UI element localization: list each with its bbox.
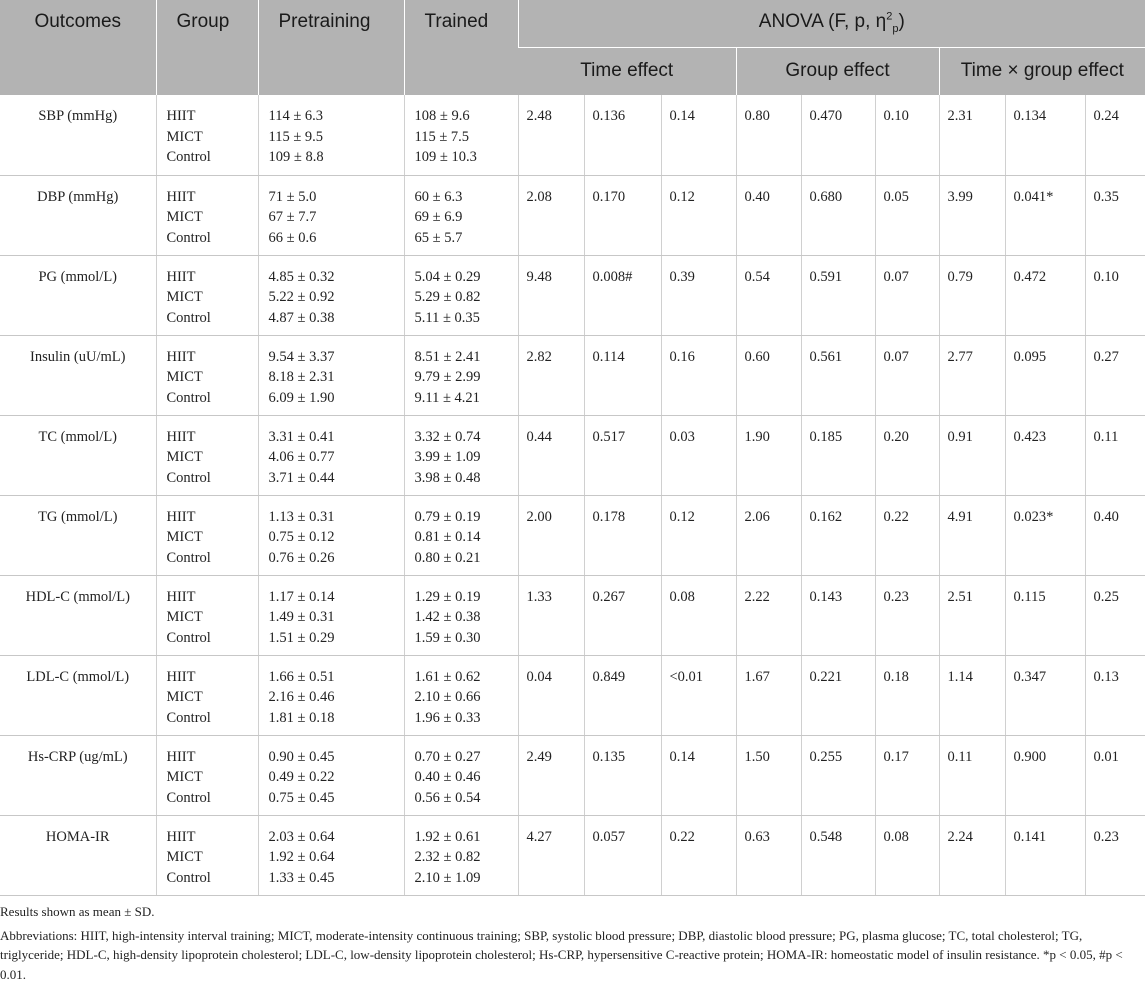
pretraining-cell — [258, 575, 404, 655]
group-f-cell: 0.40 — [736, 175, 801, 255]
trained-cell-line: 109 ± 10.3 — [414, 149, 477, 165]
group-cell-line: HIIT — [166, 188, 196, 205]
pretraining-cell-line: 0.76 ± 0.26 — [268, 549, 335, 566]
trained-cell-line: 1.29 ± 0.19 — [414, 588, 481, 605]
group-eta-cell: 0.08 — [875, 815, 939, 895]
pretraining-cell-line: 2.16 ± 0.46 — [268, 689, 335, 705]
time-p-cell: 0.849 — [584, 655, 661, 735]
pretraining-cell-line: 3.71 ± 0.44 — [268, 469, 335, 486]
group-cell — [156, 95, 258, 175]
time-eta-cell: 0.22 — [661, 815, 736, 895]
trained-cell-line: 60 ± 6.3 — [414, 188, 463, 205]
header-trained: Trained — [404, 0, 518, 95]
inter-p-cell: 0.041* — [1005, 175, 1085, 255]
time-p-cell: 0.267 — [584, 575, 661, 655]
inter-f-cell: 0.11 — [939, 735, 1005, 815]
group-cell-line: Control — [166, 709, 211, 726]
pretraining-cell-line: 6.09 ± 1.90 — [268, 389, 335, 406]
trained-cell-line: 2.10 ± 0.66 — [414, 689, 481, 705]
table-row — [0, 495, 1145, 575]
group-p-cell: 0.591 — [801, 255, 875, 335]
time-p-cell: 0.008# — [584, 255, 661, 335]
inter-eta-cell: 0.13 — [1085, 655, 1145, 735]
trained-cell-line: 9.11 ± 4.21 — [414, 389, 480, 406]
header-pretraining: Pretraining — [258, 0, 404, 95]
group-p-cell: 0.255 — [801, 735, 875, 815]
time-p-cell: 0.114 — [584, 335, 661, 415]
trained-cell-line: 3.32 ± 0.74 — [414, 428, 481, 445]
group-cell-line: Control — [166, 309, 211, 326]
inter-f-cell: 2.24 — [939, 815, 1005, 895]
trained-cell — [404, 255, 518, 335]
inter-f-cell: 0.91 — [939, 415, 1005, 495]
trained-cell-line: 1.96 ± 0.33 — [414, 709, 481, 726]
group-cell-line: HIIT — [166, 348, 196, 365]
group-f-cell: 0.63 — [736, 815, 801, 895]
group-cell-line: MICT — [166, 609, 203, 625]
inter-p-cell: 0.472 — [1005, 255, 1085, 335]
group-f-cell: 1.90 — [736, 415, 801, 495]
trained-cell — [404, 175, 518, 255]
group-f-cell: 1.67 — [736, 655, 801, 735]
group-cell-line: Control — [166, 549, 211, 566]
header-row-1 — [0, 0, 1145, 47]
group-cell — [156, 175, 258, 255]
trained-cell-line: 65 ± 5.7 — [414, 229, 463, 246]
table-row — [0, 575, 1145, 655]
group-f-cell: 1.50 — [736, 735, 801, 815]
group-p-cell: 0.548 — [801, 815, 875, 895]
group-cell-line: HIIT — [166, 508, 196, 525]
time-f-cell: 2.00 — [518, 495, 584, 575]
table-row — [0, 175, 1145, 255]
pretraining-cell-line: 67 ± 7.7 — [268, 209, 317, 225]
trained-cell-line: 5.11 ± 0.35 — [414, 309, 480, 326]
group-cell-line: Control — [166, 229, 211, 246]
group-cell-line: Control — [166, 629, 211, 646]
time-f-cell: 4.27 — [518, 815, 584, 895]
table-row — [0, 95, 1145, 175]
time-f-cell: 2.82 — [518, 335, 584, 415]
group-cell-line: MICT — [166, 369, 203, 385]
outcome-cell: HDL-C (mmol/L) — [0, 575, 156, 655]
inter-f-cell: 2.51 — [939, 575, 1005, 655]
trained-cell — [404, 95, 518, 175]
pretraining-cell — [258, 175, 404, 255]
header-anova — [518, 0, 1145, 47]
trained-cell-line: 0.79 ± 0.19 — [414, 508, 481, 525]
group-cell — [156, 655, 258, 735]
header-interaction-effect: Time × group effect — [939, 47, 1145, 95]
pretraining-cell-line: 0.90 ± 0.45 — [268, 748, 335, 765]
group-p-cell: 0.680 — [801, 175, 875, 255]
inter-f-cell: 1.14 — [939, 655, 1005, 735]
trained-cell-line: 1.92 ± 0.61 — [414, 828, 481, 845]
group-eta-cell: 0.22 — [875, 495, 939, 575]
group-eta-cell: 0.07 — [875, 335, 939, 415]
group-cell-line: Control — [166, 869, 211, 886]
time-f-cell: 2.08 — [518, 175, 584, 255]
header-anova-suffix: ) — [898, 11, 905, 32]
inter-p-cell: 0.347 — [1005, 655, 1085, 735]
pretraining-cell-line: 4.85 ± 0.32 — [268, 268, 335, 285]
group-cell-line: Control — [166, 789, 211, 806]
group-cell-line: HIIT — [166, 588, 196, 605]
pretraining-cell-line: 0.49 ± 0.22 — [268, 769, 335, 785]
group-cell — [156, 415, 258, 495]
time-eta-cell: 0.16 — [661, 335, 736, 415]
group-eta-cell: 0.20 — [875, 415, 939, 495]
outcome-cell: Hs-CRP (ug/mL) — [0, 735, 156, 815]
group-cell-line: MICT — [166, 529, 203, 545]
trained-cell-line: 1.59 ± 0.30 — [414, 629, 481, 646]
group-f-cell: 2.06 — [736, 495, 801, 575]
header-group-effect: Group effect — [736, 47, 939, 95]
pretraining-cell — [258, 495, 404, 575]
pretraining-cell — [258, 415, 404, 495]
pretraining-cell-line: 1.81 ± 0.18 — [268, 709, 335, 726]
group-cell-line: HIIT — [166, 828, 196, 845]
inter-eta-cell: 0.23 — [1085, 815, 1145, 895]
group-cell-line: MICT — [166, 689, 203, 705]
pretraining-cell-line: 71 ± 5.0 — [268, 188, 317, 205]
table-row — [0, 655, 1145, 735]
outcome-cell: LDL-C (mmol/L) — [0, 655, 156, 735]
outcome-cell: TC (mmol/L) — [0, 415, 156, 495]
pretraining-cell-line: 3.31 ± 0.41 — [268, 428, 335, 445]
time-eta-cell: 0.08 — [661, 575, 736, 655]
inter-p-cell: 0.023* — [1005, 495, 1085, 575]
pretraining-cell — [258, 95, 404, 175]
outcome-cell: TG (mmol/L) — [0, 495, 156, 575]
pretraining-cell-line: 0.75 ± 0.45 — [268, 789, 335, 806]
group-cell-line: Control — [166, 389, 211, 406]
time-f-cell: 2.49 — [518, 735, 584, 815]
inter-eta-cell: 0.25 — [1085, 575, 1145, 655]
pretraining-cell-line: 8.18 ± 2.31 — [268, 369, 335, 385]
trained-cell-line: 0.81 ± 0.14 — [414, 529, 481, 545]
trained-cell-line: 0.40 ± 0.46 — [414, 769, 481, 785]
group-cell — [156, 255, 258, 335]
group-cell — [156, 495, 258, 575]
pretraining-cell-line: 1.33 ± 0.45 — [268, 869, 335, 886]
group-p-cell: 0.143 — [801, 575, 875, 655]
pretraining-cell — [258, 655, 404, 735]
inter-eta-cell: 0.11 — [1085, 415, 1145, 495]
pretraining-cell-line: 5.22 ± 0.92 — [268, 289, 335, 305]
header-time-effect: Time effect — [518, 47, 736, 95]
inter-eta-cell: 0.35 — [1085, 175, 1145, 255]
group-f-cell: 0.80 — [736, 95, 801, 175]
footer-abbreviations: Abbreviations: HIIT, high-intensity interval training; MICT, moderate-intensity continuous training; SBP, systolic blood pressure; DBP, diastolic blood pressure; PG, plasma glucose; TC, total cholesterol; TG, triglyceride; HDL-C, high-density lipoprotein cholesterol; LDL-C, low-density lipoprotein cholesterol; Hs-CRP, hypersensitive C-reactive protein; HOMA-IR: homeostatic model of insulin resistance. *p < 0.05, #p < 0.01. — [0, 927, 1123, 982]
time-eta-cell: 0.14 — [661, 95, 736, 175]
pretraining-cell-line: 9.54 ± 3.37 — [268, 348, 335, 365]
time-eta-cell: <0.01 — [661, 655, 736, 735]
group-f-cell: 0.54 — [736, 255, 801, 335]
inter-eta-cell: 0.10 — [1085, 255, 1145, 335]
inter-f-cell: 3.99 — [939, 175, 1005, 255]
trained-cell — [404, 735, 518, 815]
inter-p-cell: 0.423 — [1005, 415, 1085, 495]
group-cell-line: MICT — [166, 849, 203, 865]
pretraining-cell-line: 66 ± 0.6 — [268, 229, 317, 246]
time-eta-cell: 0.39 — [661, 255, 736, 335]
inter-f-cell: 2.31 — [939, 95, 1005, 175]
inter-eta-cell: 0.40 — [1085, 495, 1145, 575]
pretraining-cell-line: 1.66 ± 0.51 — [268, 668, 335, 685]
header-anova-sup: 2 — [886, 10, 893, 23]
group-cell — [156, 335, 258, 415]
pretraining-cell-line: 4.06 ± 0.77 — [268, 449, 335, 465]
trained-cell-line: 5.04 ± 0.29 — [414, 268, 481, 285]
inter-p-cell: 0.134 — [1005, 95, 1085, 175]
group-cell-line: HIIT — [166, 748, 196, 765]
trained-cell-line: 0.80 ± 0.21 — [414, 549, 481, 566]
group-p-cell: 0.162 — [801, 495, 875, 575]
pretraining-cell — [258, 255, 404, 335]
pretraining-cell-line: 2.03 ± 0.64 — [268, 828, 335, 845]
inter-eta-cell: 0.27 — [1085, 335, 1145, 415]
group-cell-line: HIIT — [166, 668, 196, 685]
group-f-cell: 0.60 — [736, 335, 801, 415]
time-p-cell: 0.057 — [584, 815, 661, 895]
inter-p-cell: 0.141 — [1005, 815, 1085, 895]
group-eta-cell: 0.07 — [875, 255, 939, 335]
trained-cell — [404, 815, 518, 895]
trained-cell-line: 0.70 ± 0.27 — [414, 748, 481, 765]
group-cell-line: HIIT — [166, 268, 196, 285]
inter-f-cell: 2.77 — [939, 335, 1005, 415]
trained-cell — [404, 415, 518, 495]
group-cell-line: MICT — [166, 209, 203, 225]
pretraining-cell-line: 1.51 ± 0.29 — [268, 629, 335, 646]
group-cell — [156, 575, 258, 655]
group-cell-line: HIIT — [166, 108, 196, 124]
group-cell-line: Control — [166, 149, 211, 165]
time-eta-cell: 0.12 — [661, 175, 736, 255]
pretraining-cell — [258, 735, 404, 815]
trained-cell — [404, 575, 518, 655]
time-f-cell: 0.44 — [518, 415, 584, 495]
time-f-cell: 9.48 — [518, 255, 584, 335]
outcome-cell: PG (mmol/L) — [0, 255, 156, 335]
table-row — [0, 815, 1145, 895]
trained-cell-line: 3.99 ± 1.09 — [414, 449, 481, 465]
header-anova-sub: p — [892, 22, 899, 35]
group-cell-line: MICT — [166, 128, 203, 145]
group-p-cell: 0.470 — [801, 95, 875, 175]
pretraining-cell-line: 1.17 ± 0.14 — [268, 588, 335, 605]
pretraining-cell-line: 1.13 ± 0.31 — [268, 508, 335, 525]
time-f-cell: 1.33 — [518, 575, 584, 655]
outcome-cell: DBP (mmHg) — [0, 175, 156, 255]
trained-cell-line: 3.98 ± 0.48 — [414, 469, 481, 486]
group-cell-line: MICT — [166, 449, 203, 465]
group-f-cell: 2.22 — [736, 575, 801, 655]
group-eta-cell: 0.18 — [875, 655, 939, 735]
trained-cell-line: 0.56 ± 0.54 — [414, 789, 481, 806]
time-p-cell: 0.517 — [584, 415, 661, 495]
time-p-cell: 0.136 — [584, 95, 661, 175]
inter-f-cell: 4.91 — [939, 495, 1005, 575]
trained-cell — [404, 655, 518, 735]
pretraining-cell-line: 0.75 ± 0.12 — [268, 529, 335, 545]
pretraining-cell-line: 115 ± 9.5 — [268, 128, 324, 145]
group-cell-line: Control — [166, 469, 211, 486]
group-p-cell: 0.185 — [801, 415, 875, 495]
inter-p-cell: 0.900 — [1005, 735, 1085, 815]
pretraining-cell-line: 1.49 ± 0.31 — [268, 609, 335, 625]
table-row — [0, 735, 1145, 815]
footer-note: Results shown as mean ± SD. — [0, 904, 155, 919]
trained-cell — [404, 335, 518, 415]
time-p-cell: 0.178 — [584, 495, 661, 575]
header-anova-prefix: ANOVA (F, p, η — [758, 11, 887, 32]
pretraining-cell-line: 1.92 ± 0.64 — [268, 849, 335, 865]
time-f-cell: 0.04 — [518, 655, 584, 735]
group-eta-cell: 0.17 — [875, 735, 939, 815]
trained-cell-line: 2.32 ± 0.82 — [414, 849, 481, 865]
group-p-cell: 0.221 — [801, 655, 875, 735]
inter-eta-cell: 0.01 — [1085, 735, 1145, 815]
group-p-cell: 0.561 — [801, 335, 875, 415]
time-eta-cell: 0.14 — [661, 735, 736, 815]
inter-p-cell: 0.095 — [1005, 335, 1085, 415]
group-eta-cell: 0.23 — [875, 575, 939, 655]
outcome-cell: Insulin (uU/mL) — [0, 335, 156, 415]
header-group: Group — [156, 0, 258, 95]
trained-cell-line: 2.10 ± 1.09 — [414, 869, 481, 886]
inter-eta-cell: 0.24 — [1085, 95, 1145, 175]
table-row — [0, 415, 1145, 495]
trained-cell-line: 9.79 ± 2.99 — [414, 369, 481, 385]
group-cell-line: MICT — [166, 289, 203, 305]
trained-cell-line: 5.29 ± 0.82 — [414, 289, 481, 305]
time-f-cell: 2.48 — [518, 95, 584, 175]
pretraining-cell — [258, 815, 404, 895]
inter-f-cell: 0.79 — [939, 255, 1005, 335]
trained-cell-line: 69 ± 6.9 — [414, 209, 463, 225]
group-cell — [156, 735, 258, 815]
table-row — [0, 335, 1145, 415]
inter-p-cell: 0.115 — [1005, 575, 1085, 655]
outcome-cell: HOMA-IR — [0, 815, 156, 895]
group-eta-cell: 0.10 — [875, 95, 939, 175]
trained-cell-line: 115 ± 7.5 — [414, 128, 470, 145]
pretraining-cell — [258, 335, 404, 415]
table-footer — [0, 902, 1140, 988]
table-body — [0, 95, 1145, 895]
time-eta-cell: 0.03 — [661, 415, 736, 495]
group-eta-cell: 0.05 — [875, 175, 939, 255]
group-cell-line: HIIT — [166, 428, 196, 445]
table-row — [0, 255, 1145, 335]
pretraining-cell-line: 109 ± 8.8 — [268, 149, 324, 165]
group-cell-line: MICT — [166, 769, 203, 785]
group-cell — [156, 815, 258, 895]
trained-cell-line: 1.61 ± 0.62 — [414, 668, 481, 685]
trained-cell-line: 8.51 ± 2.41 — [414, 348, 481, 365]
pretraining-cell-line: 4.87 ± 0.38 — [268, 309, 335, 326]
trained-cell-line: 108 ± 9.6 — [414, 108, 470, 124]
pretraining-cell-line: 114 ± 6.3 — [268, 108, 324, 124]
header-outcomes: Outcomes — [0, 0, 156, 95]
time-p-cell: 0.135 — [584, 735, 661, 815]
time-p-cell: 0.170 — [584, 175, 661, 255]
time-eta-cell: 0.12 — [661, 495, 736, 575]
outcome-cell: SBP (mmHg) — [0, 95, 156, 175]
trained-cell — [404, 495, 518, 575]
trained-cell-line: 1.42 ± 0.38 — [414, 609, 481, 625]
